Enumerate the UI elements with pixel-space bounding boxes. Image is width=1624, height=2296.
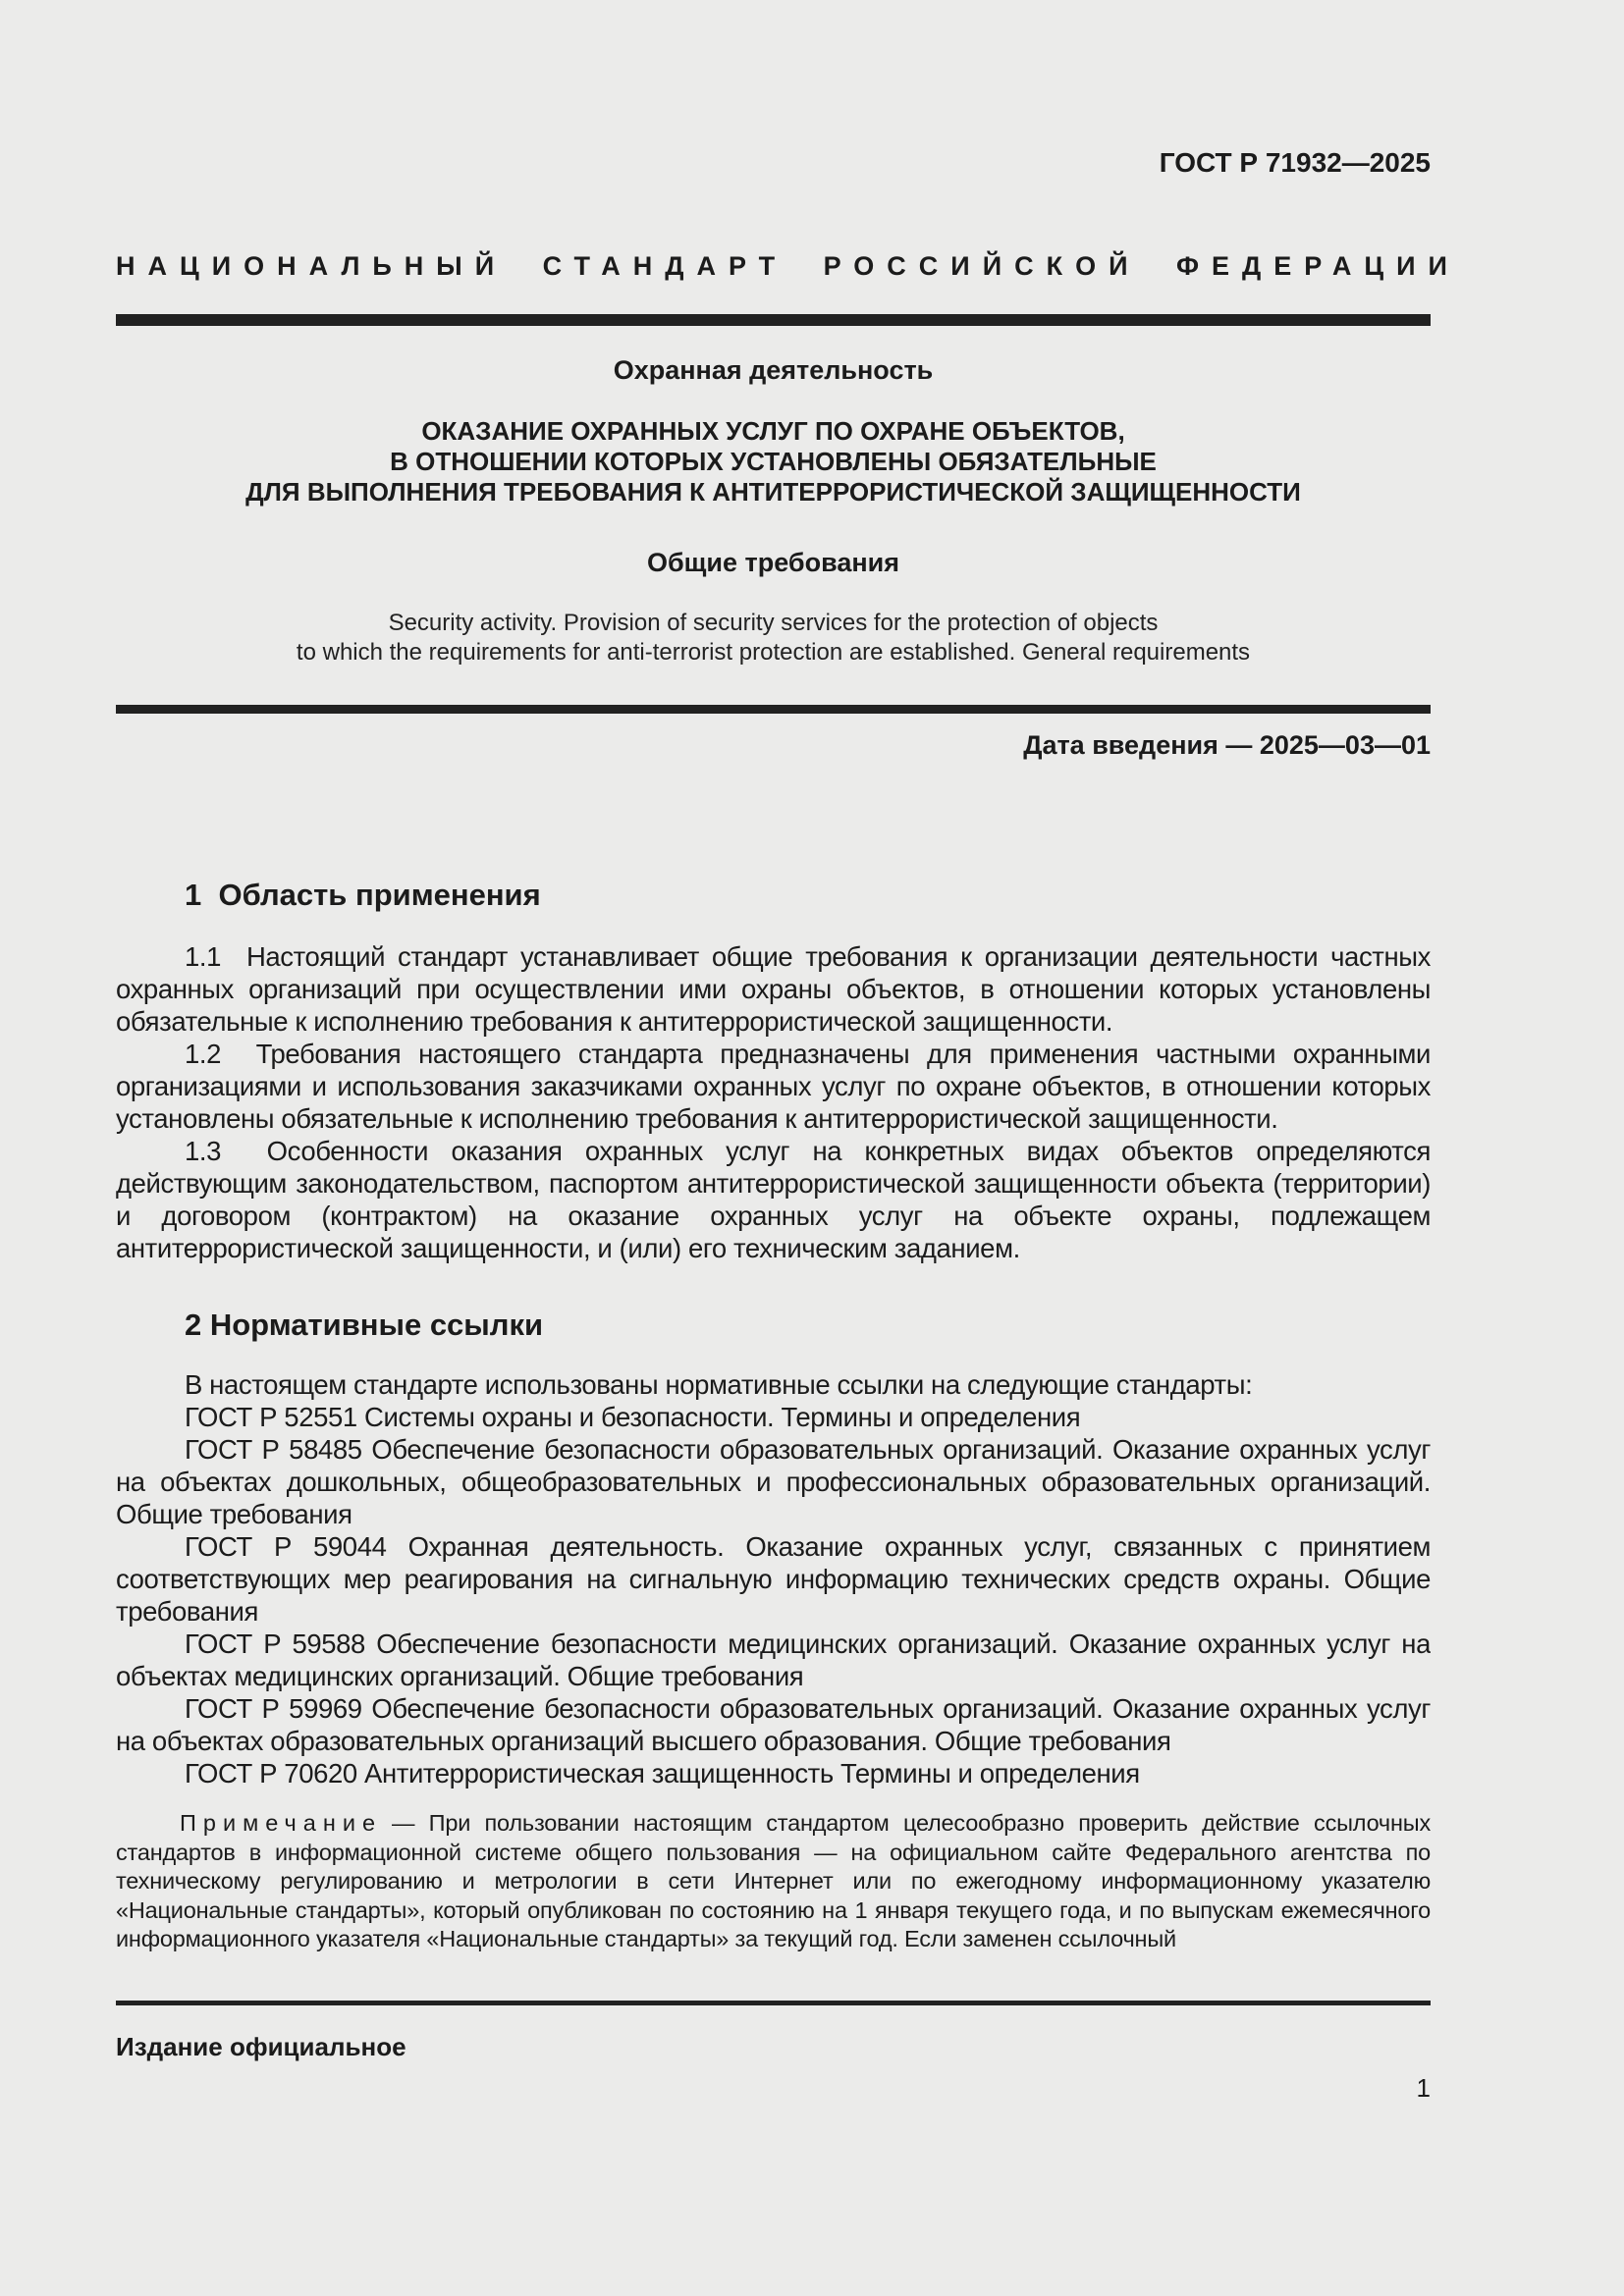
paragraph-1-2: 1.2 Требования настоящего стандарта предназначены для применения частными охранными организациями и использования заказчиками охранных услуг по охране объектов, в отношении которых установлены обязательные к исполнению требования к антитеррористической защищенности. — [116, 1039, 1431, 1134]
section-1-body — [116, 940, 1431, 1270]
doc-title-english — [116, 609, 1431, 667]
paragraph-1-1: 1.1 Настоящий стандарт устанавливает общие требования к организации деятельности частных охранных организаций при осуществлении ими охраны объектов, в отношении которых установлены обязательные к исполнению требования к антитеррористической защищенности. — [116, 941, 1431, 1037]
doc-title-english-line-1: Security activity. Provision of security services for the protection of objects — [388, 610, 1159, 636]
section-1-heading: 1 Область применения — [185, 878, 541, 912]
doc-title-line-1: ОКАЗАНИЕ ОХРАННЫХ УСЛУГ ПО ОХРАНЕ ОБЪЕКТОВ, — [421, 416, 1125, 446]
section-2-heading: 2 Нормативные ссылки — [185, 1308, 544, 1342]
reference-gost-59969: ГОСТ Р 59969 Обеспечение безопасности образовательных организаций. Оказание охранных услуг на объектах образовательных организаций высшего образования. Общие требования — [116, 1693, 1431, 1756]
doc-subtitle: Общие требования — [646, 548, 900, 577]
page-number: 1 — [1416, 2073, 1431, 2103]
normative-references-intro: В настоящем стандарте использованы нормативные ссылки на следующие стандарты: — [185, 1369, 1253, 1400]
introduction-date: Дата введения — 2025—03—01 — [1023, 730, 1431, 760]
reference-gost-59588: ГОСТ Р 59588 Обеспечение безопасности медицинских организаций. Оказание охранных услуг на объектах медицинских организаций. Общие требования — [116, 1629, 1431, 1691]
doc-number: ГОСТ Р 71932—2025 — [1159, 147, 1431, 178]
edition-official-label: Издание официальное — [116, 2032, 406, 2061]
doc-title-line-2: В ОТНОШЕНИИ КОТОРЫХ УСТАНОВЛЕНЫ ОБЯЗАТЕЛЬНЫЕ — [390, 447, 1157, 476]
reference-gost-59044: ГОСТ Р 59044 Охранная деятельность. Оказание охранных услуг, связанных с принятием соответствующих мер реагирования на сигнальную информацию технических средств охраны. Общие требования — [116, 1531, 1431, 1627]
footer-divider — [116, 2001, 1431, 2005]
doc-title-english-line-2: to which the requirements for anti-terrorist protection are established. General requirements — [296, 639, 1251, 666]
note-text: — При пользовании настоящим стандартом целесообразно проверить действие ссылочных стандартов в информационной системе общего пользования — на официальном сайте Федерального агентства по техническому регулированию и метрологии в сети Интернет или по ежегодному информационному указателю «Национальные стандарты», который опубликован по состоянию на 1 января текущего года, и по выпускам ежемесячного информационного указателя «Национальные стандарты» за текущий год. Если заменен ссылочный — [116, 1810, 1431, 1951]
doc-title-line-3: ДЛЯ ВЫПОЛНЕНИЯ ТРЕБОВАНИЯ К АНТИТЕРРОРИСТИЧЕСКОЙ ЗАЩИЩЕННОСТИ — [245, 477, 1301, 507]
paragraph-1-3: 1.3 Особенности оказания охранных услуг на конкретных видах объектов определяются действующим законодательством, паспортом антитеррористической защищенности объекта (территории) и договором (контрактом) на оказание охранных услуг на объекте охраны, подлежащем антитеррористической защищенности, и (или) его техническим заданием. — [116, 1136, 1431, 1263]
note-label: Примечание — [180, 1810, 383, 1836]
thick-divider-intro — [116, 705, 1431, 714]
doc-title — [116, 416, 1431, 507]
page-content — [116, 0, 1460, 2296]
note-paragraph — [116, 1809, 1431, 1958]
reference-gost-52551: ГОСТ Р 52551 Системы охраны и безопасности. Термины и определения — [185, 1402, 1081, 1432]
section-2-body — [116, 1368, 1431, 1792]
reference-gost-58485: ГОСТ Р 58485 Обеспечение безопасности образовательных организаций. Оказание охранных услуг на объектах дошкольных, общеобразовательных и профессиональных образовательных организаций. Общие требования — [116, 1434, 1431, 1529]
reference-gost-70620: ГОСТ Р 70620 Антитеррористическая защищенность Термины и определения — [185, 1758, 1140, 1789]
thick-divider-top — [116, 314, 1431, 326]
standard-type-banner: НАЦИОНАЛЬНЫЙ СТАНДАРТ РОССИЙСКОЙ ФЕДЕРАЦИИ — [116, 251, 1460, 281]
doc-subject: Охранная деятельность — [613, 355, 934, 385]
